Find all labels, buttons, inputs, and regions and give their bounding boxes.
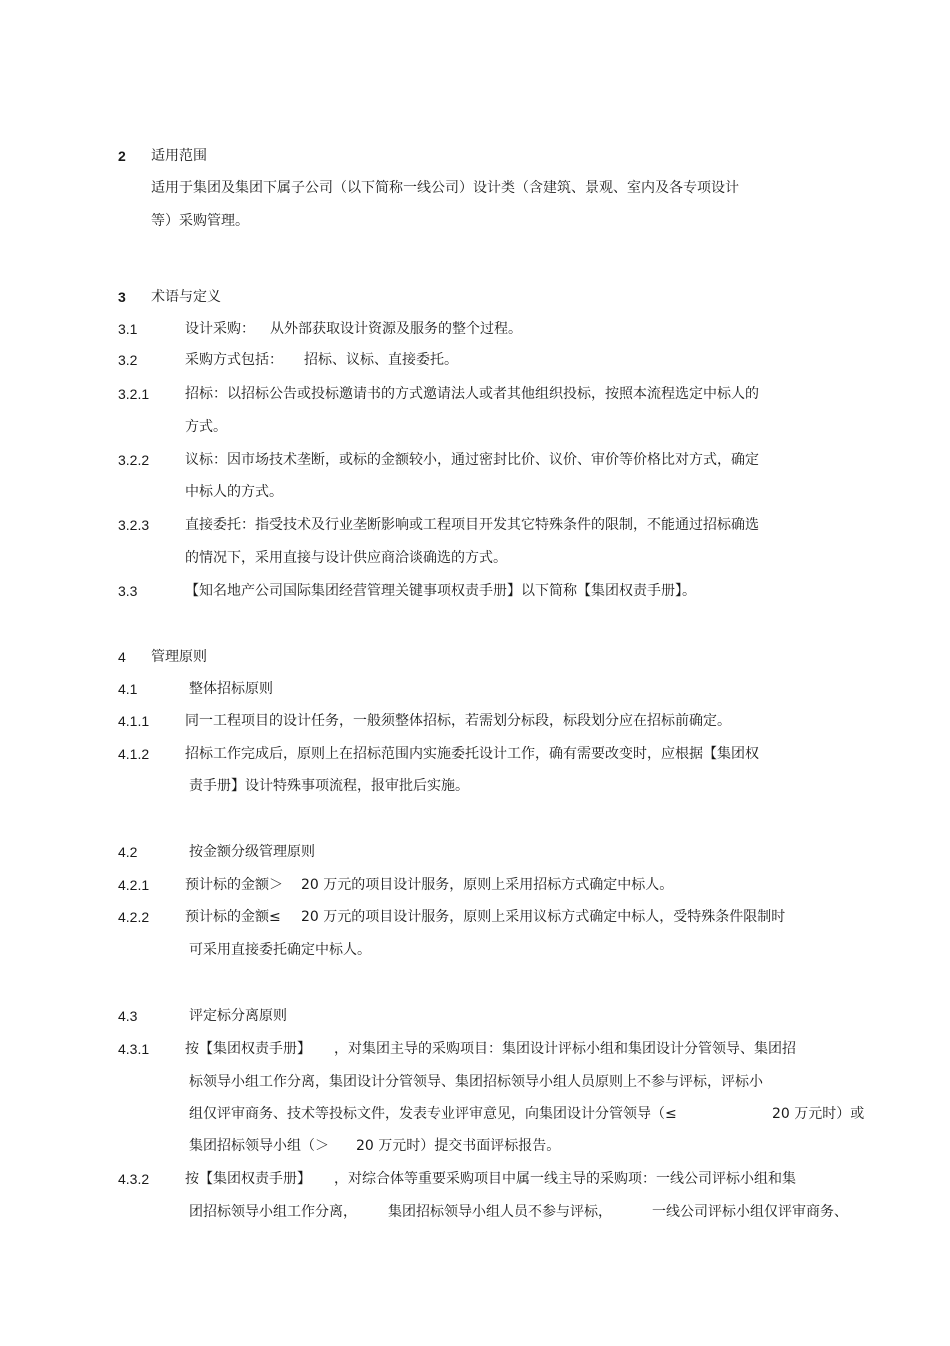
item-4-1-2-line2: 责手册】设计特殊事项流程，报审批后实施。 <box>189 778 469 794</box>
section-2-number: 2 <box>118 148 126 164</box>
item-3-2-3-number: 3.2.3 <box>118 517 150 533</box>
item-3-2-3-line1: 直接委托：指受技术及行业垄断影响或工程项目开发其它特殊条件的限制，不能通过招标确选 <box>185 517 759 533</box>
item-4-3-title: 评定标分离原则 <box>189 1008 287 1024</box>
item-4-3-number: 4.3 <box>118 1008 138 1024</box>
item-3-3-number: 3.3 <box>118 583 138 599</box>
item-4-3-2-line2-c: 一线公司评标小组仅评审商务、 <box>652 1204 848 1220</box>
item-3-3-text: 【知名地产公司国际集团经营管理关键事项权责手册】以下简称【集团权责手册】。 <box>185 583 696 599</box>
item-3-2-1-line2: 方式。 <box>185 419 227 435</box>
item-3-2-1-line1: 招标：以招标公告或投标邀请书的方式邀请法人或者其他组织投标，按照本流程选定中标人的 <box>185 386 759 402</box>
section-2-title: 适用范围 <box>151 148 207 164</box>
section-3-title: 术语与定义 <box>151 289 221 305</box>
item-4-2-2-part-a: 预计标的金额≤ <box>185 909 281 925</box>
item-4-1-number: 4.1 <box>118 681 138 697</box>
item-3-2-2-number: 3.2.2 <box>118 452 150 468</box>
item-4-1-1-number: 4.1.1 <box>118 713 150 729</box>
section-4-title: 管理原则 <box>151 649 207 665</box>
item-4-2-number: 4.2 <box>118 844 138 860</box>
item-3-1-number: 3.1 <box>118 321 138 337</box>
item-3-2-1-number: 3.2.1 <box>118 386 150 402</box>
item-4-3-2-line2-b: 集团招标领导小组人员不参与评标， <box>388 1204 612 1220</box>
item-4-3-2-part-b: ，对综合体等重要采购项目中属一线主导的采购项：一线公司评标小组和集 <box>334 1171 796 1187</box>
item-3-2-3-line2: 的情况下，采用直接与设计供应商洽谈确选的方式。 <box>185 550 507 566</box>
item-4-3-1-part-b: ，对集团主导的采购项目：集团设计评标小组和集团设计分管领导、集团招 <box>334 1041 796 1057</box>
section-2-body-line1: 适用于集团及集团下属子公司（以下简称一线公司）设计类（含建筑、景观、室内及各专项设计 <box>151 180 739 196</box>
item-4-3-2-number: 4.3.2 <box>118 1171 150 1187</box>
item-4-2-2-number: 4.2.2 <box>118 909 150 925</box>
item-4-3-1-number: 4.3.1 <box>118 1041 150 1057</box>
item-3-1-term: 设计采购： <box>185 321 255 337</box>
item-3-2-definition: 招标、议标、直接委托。 <box>304 352 458 368</box>
item-4-2-title: 按金额分级管理原则 <box>189 844 315 860</box>
item-4-3-1-line3-b: 20 万元时）或 <box>772 1106 865 1122</box>
item-4-3-1-line2: 标领导小组工作分离，集团设计分管领导、集团招标领导小组人员原则上不参与评标，评标小 <box>189 1074 763 1090</box>
item-4-3-2-line2-a: 团招标领导小组工作分离， <box>189 1204 357 1220</box>
item-4-1-title: 整体招标原则 <box>189 681 273 697</box>
section-3-number: 3 <box>118 289 126 305</box>
item-4-3-1-line4-a: 集团招标领导小组（＞ <box>189 1138 329 1154</box>
item-4-2-1-part-a: 预计标的金额＞ <box>185 877 283 893</box>
item-4-1-1-text: 同一工程项目的设计任务，一般须整体招标，若需划分标段，标段划分应在招标前确定。 <box>185 713 731 729</box>
item-4-2-2-line2: 可采用直接委托确定中标人。 <box>189 942 371 958</box>
item-4-3-1-line3-a: 组仅评审商务、技术等投标文件，发表专业评审意见，向集团设计分管领导（≤ <box>189 1106 677 1122</box>
item-3-2-2-line2: 中标人的方式。 <box>185 484 283 500</box>
item-4-1-2-number: 4.1.2 <box>118 746 150 762</box>
section-2-body-line2: 等）采购管理。 <box>151 213 249 229</box>
item-3-2-term: 采购方式包括： <box>185 352 283 368</box>
item-4-2-1-part-b: 20 万元的项目设计服务，原则上采用招标方式确定中标人。 <box>301 877 674 893</box>
item-4-3-1-part-a: 按【集团权责手册】 <box>185 1041 311 1057</box>
section-4-number: 4 <box>118 649 126 665</box>
item-4-2-1-number: 4.2.1 <box>118 877 150 893</box>
item-4-3-1-line4-b: 20 万元时）提交书面评标报告。 <box>356 1138 561 1154</box>
item-3-2-number: 3.2 <box>118 352 138 368</box>
item-3-1-definition: 从外部获取设计资源及服务的整个过程。 <box>270 321 522 337</box>
item-4-2-2-part-b: 20 万元的项目设计服务，原则上采用议标方式确定中标人，受特殊条件限制时 <box>301 909 786 925</box>
item-3-2-2-line1: 议标：因市场技术垄断，或标的金额较小，通过密封比价、议价、审价等价格比对方式，确定 <box>185 452 759 468</box>
item-4-3-2-part-a: 按【集团权责手册】 <box>185 1171 311 1187</box>
item-4-1-2-line1: 招标工作完成后，原则上在招标范围内实施委托设计工作，确有需要改变时，应根据【集团权 <box>185 746 759 762</box>
